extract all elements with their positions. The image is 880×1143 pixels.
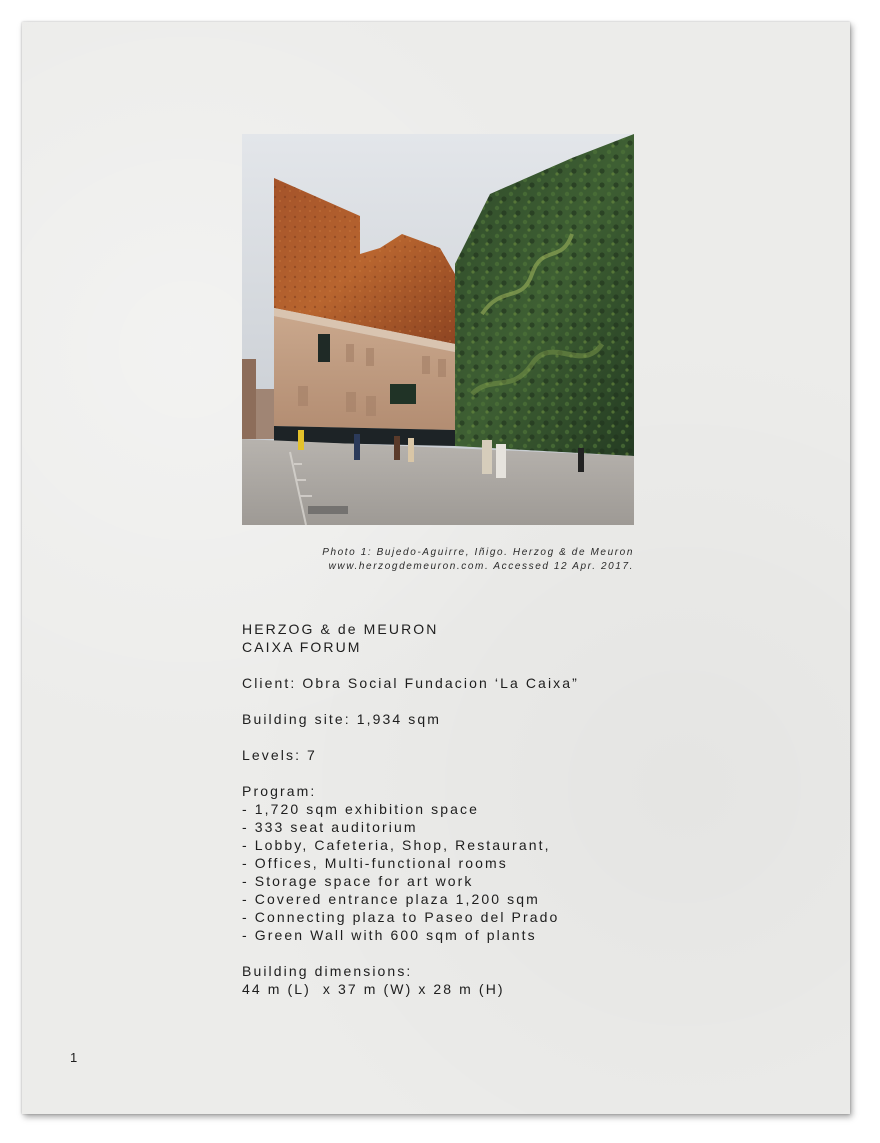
- program-item: - Covered entrance plaza 1,200 sqm: [242, 891, 540, 907]
- photo-caption: [222, 546, 634, 574]
- levels-line: Levels: 7: [242, 747, 317, 763]
- architect-heading: HERZOG & de MEURON: [242, 621, 439, 637]
- caption-line-1: Photo 1: Bujedo-Aguirre, Iñigo. Herzog & de Meuron: [322, 547, 634, 558]
- project-details: [242, 620, 662, 998]
- program-item: - 1,720 sqm exhibition space: [242, 801, 480, 817]
- program-item: - Storage space for art work: [242, 873, 474, 889]
- client-line: Client: Obra Social Fundacion ‘La Caixa”: [242, 675, 579, 691]
- program-item: - Green Wall with 600 sqm of plants: [242, 927, 537, 943]
- program-item: - Connecting plaza to Paseo del Prado: [242, 909, 560, 925]
- site-line: Building site: 1,934 sqm: [242, 711, 442, 727]
- building-photo-illustration: [242, 134, 634, 525]
- project-heading: CAIXA FORUM: [242, 639, 362, 655]
- program-item: - Offices, Multi-functional rooms: [242, 855, 508, 871]
- paper-sheet: [22, 22, 850, 1114]
- page-number: 1: [70, 1050, 78, 1065]
- dimensions-value: 44 m (L) x 37 m (W) x 28 m (H): [242, 981, 505, 997]
- dimensions-title: Building dimensions:: [242, 963, 413, 979]
- caption-line-2: www.herzogdemeuron.com. Accessed 12 Apr. 2017.: [328, 561, 634, 572]
- program-title: Program:: [242, 783, 317, 799]
- program-item: - 333 seat auditorium: [242, 819, 418, 835]
- program-item: - Lobby, Cafeteria, Shop, Restaurant,: [242, 837, 551, 853]
- building-photo: [242, 134, 634, 525]
